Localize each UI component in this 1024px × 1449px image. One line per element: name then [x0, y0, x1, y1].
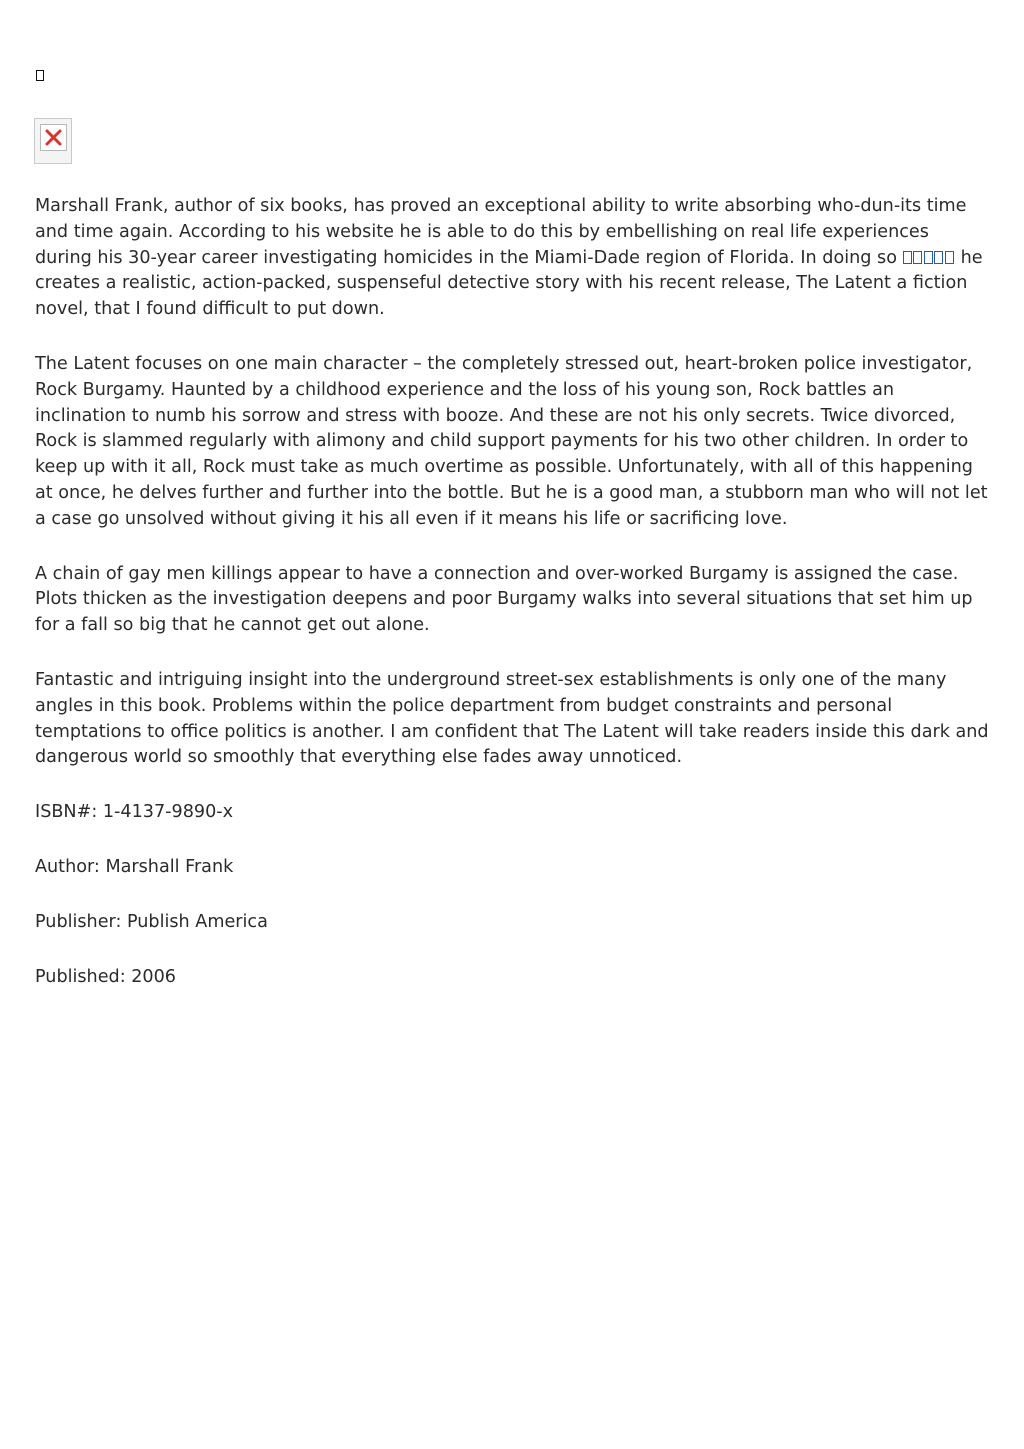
red-x-icon — [45, 129, 62, 146]
paragraph-2: The Latent focuses on one main character – the completely stressed out, heart-broken police investigator, Rock Burgamy. Haunted by a childhood experience and the loss of his young son, Rock battles an inclination to numb his sorrow and stress with booze. And these are not his only secrets. Twice divorced, Rock is slammed regularly with alimony and child support payments for his two other children. In order to keep up with it all, Rock must take as much overtime as possible. Unfortunately, with all of this happening at once, he delves further and further into the bottle. But he is a good man, a stubborn man who will not let a case go unsolved without giving it his all even if it means his life or sacrificing love. — [35, 353, 988, 529]
missing-glyph-icon — [36, 70, 44, 81]
paragraph-intro — [35, 194, 990, 323]
glyph-box-icon — [903, 251, 912, 264]
glyph-box-icon — [945, 251, 954, 264]
glyph-box-icon — [934, 251, 943, 264]
intro-text-before-link: Marshall Frank, author of six books, has proved an exceptional ability to write absorbing who-dun-its time and time again. According to his website he is able to do this by embellishing on real life experiences during his 30-year career investigating homicides in the Miami-Dade region of Florida. In doing so — [35, 196, 967, 268]
published-date: Published: 2006 — [35, 966, 176, 987]
article-body — [35, 194, 990, 1019]
paragraph-3: A chain of gay men killings appear to have a connection and over-worked Burgamy is assigned the case. Plots thicken as the investigation deepens and poor Burgamy walks into several situations that set him up for a fall so big that he cannot get out alone. — [35, 563, 973, 636]
author: Author: Marshall Frank — [35, 856, 234, 877]
glyph-box-icon — [913, 251, 922, 264]
paragraph-4: Fantastic and intriguing insight into the underground street-sex establishments is only one of the many angles in this book. Problems within the police department from budget constraints and personal temptations to office politics is another. I am confident that The Latent will take readers inside this dark and dangerous world so smoothly that everything else fades away unnoticed. — [35, 669, 989, 768]
broken-image-icon — [34, 118, 72, 164]
isbn: ISBN#: 1-4137-9890-x — [35, 802, 234, 823]
intro-text-after-link: he creates a realistic, action-packed, suspenseful detective story with his recent release, The Latent a fiction novel, that I found difficult to put down. — [35, 247, 983, 320]
glyph-link[interactable] — [903, 248, 956, 268]
publisher: Publisher: Publish America — [35, 911, 268, 932]
glyph-box-icon — [924, 251, 933, 264]
broken-image-frame — [40, 124, 67, 151]
